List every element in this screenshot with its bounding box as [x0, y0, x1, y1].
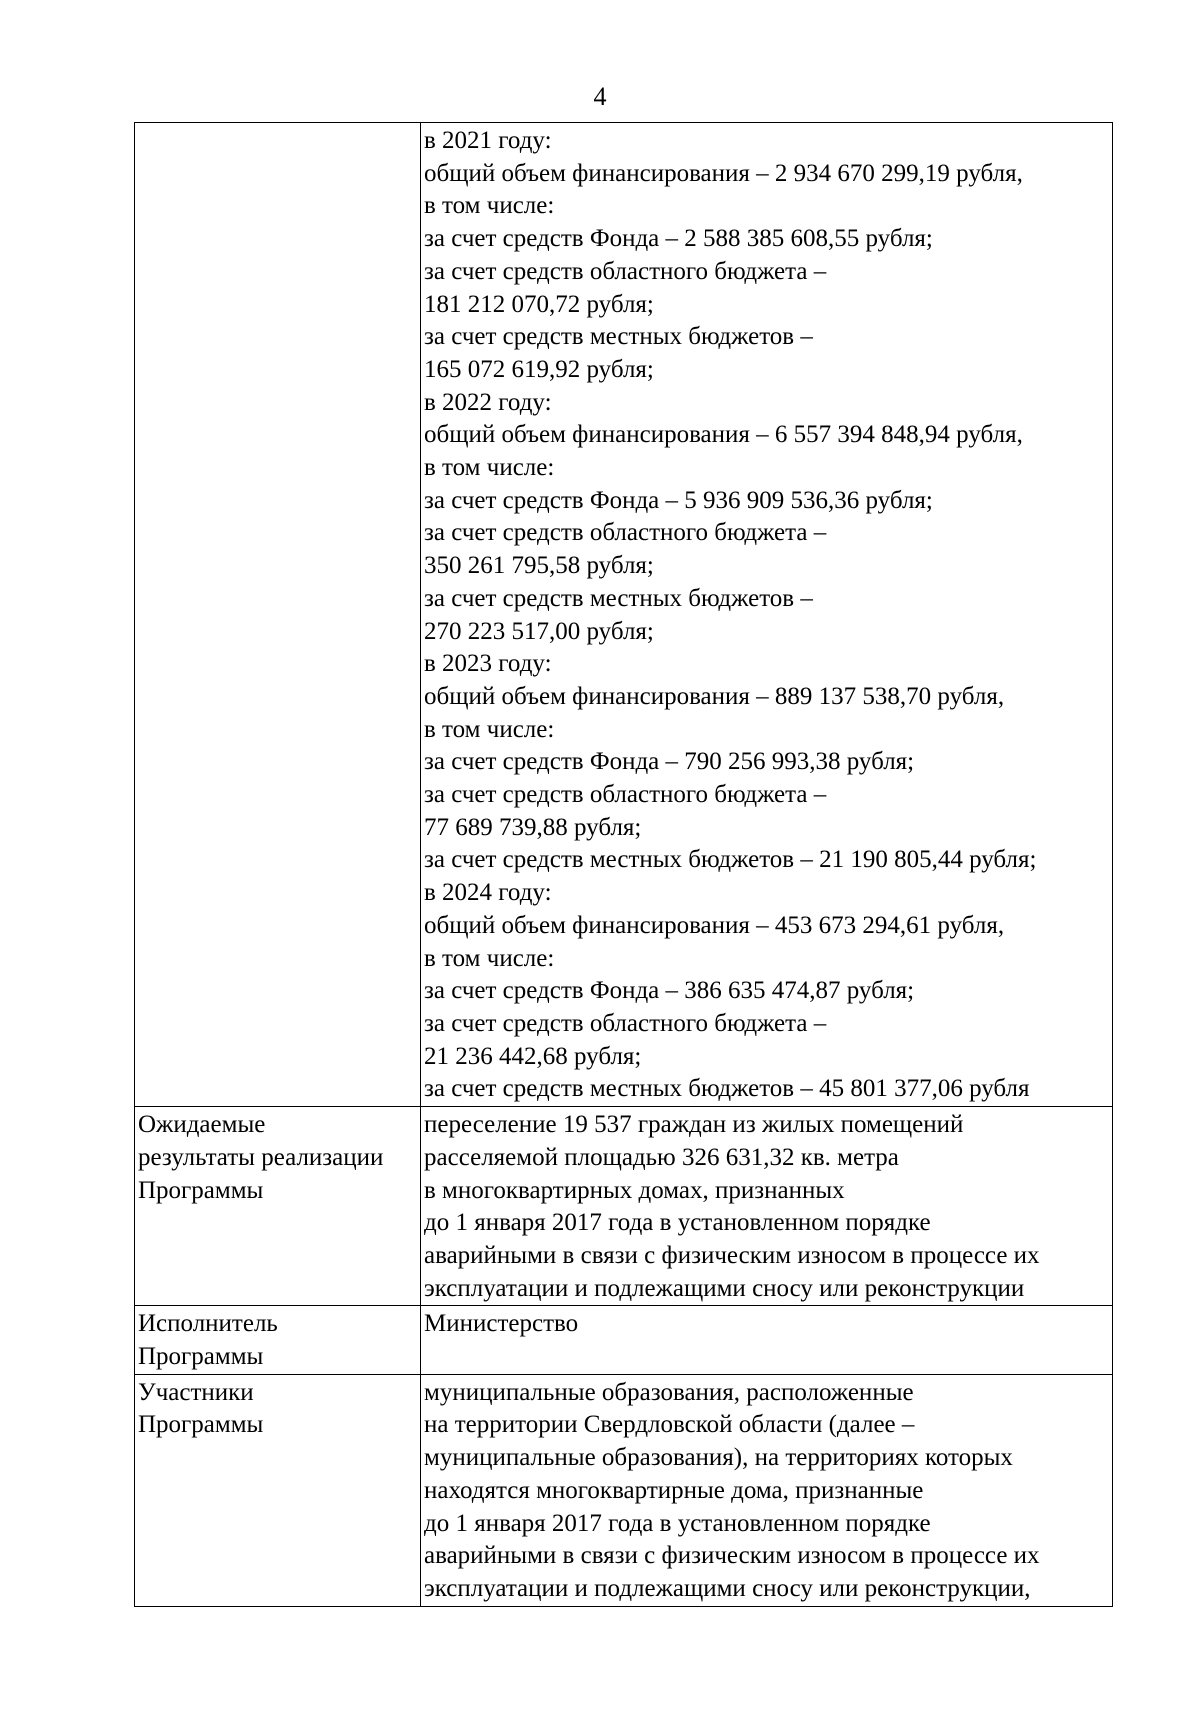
table-row [135, 1107, 1113, 1306]
row-value-cell [421, 123, 1113, 1107]
value-line: за счет средств областного бюджета – [424, 257, 827, 285]
value-line: за счет средств Фонда – 386 635 474,87 рубля; [424, 977, 915, 1005]
label-line: результаты реализации [138, 1143, 384, 1171]
table-body [135, 123, 1113, 1607]
row-value-cell [421, 1306, 1113, 1374]
row-value-cell [421, 1374, 1113, 1606]
label-line: Программы [138, 1343, 264, 1371]
value-line: находятся многоквартирные дома, признанные [424, 1476, 924, 1504]
label-line: Программы [138, 1411, 264, 1439]
value-line: общий объем финансирования – 6 557 394 848,94 рубля, [424, 421, 1023, 449]
value-line: общий объем финансирования – 889 137 538,70 рубля, [424, 682, 1005, 710]
row-label-cell [135, 1306, 421, 1374]
value-line: в том числе: [424, 944, 555, 972]
value-line: в 2022 году: [424, 388, 552, 416]
value-line: переселение 19 537 граждан из жилых помещений [424, 1111, 964, 1139]
value-line: аварийными в связи с физическим износом в процессе их [424, 1542, 1040, 1570]
label-line: Исполнитель [138, 1310, 278, 1338]
value-line: 77 689 739,88 рубля; [424, 813, 642, 841]
value-line: за счет средств местных бюджетов – [424, 323, 813, 351]
row-value-cell [421, 1107, 1113, 1306]
value-line: общий объем финансирования – 2 934 670 299,19 рубля, [424, 159, 1023, 187]
row-label-cell [135, 123, 421, 1107]
value-line: за счет средств областного бюджета – [424, 1009, 827, 1037]
value-line: за счет средств местных бюджетов – 45 801 377,06 рубля [424, 1075, 1030, 1103]
value-line: общий объем финансирования – 453 673 294,61 рубля, [424, 911, 1005, 939]
value-line: на территории Свердловской области (далее – [424, 1411, 915, 1439]
value-line: 165 072 619,92 рубля; [424, 355, 654, 383]
value-line: муниципальные образования), на территориях которых [424, 1444, 1013, 1472]
value-line: за счет средств местных бюджетов – [424, 584, 813, 612]
value-line: 350 261 795,58 рубля; [424, 552, 654, 580]
value-line: за счет средств областного бюджета – [424, 781, 827, 809]
value-line: эксплуатации и подлежащими сносу или реконструкции, [424, 1574, 1031, 1602]
table-row [135, 123, 1113, 1107]
page-number: 4 [593, 82, 607, 111]
label-line: Ожидаемые [138, 1111, 266, 1139]
value-line: 181 212 070,72 рубля; [424, 290, 654, 318]
value-line: за счет средств Фонда – 2 588 385 608,55 рубля; [424, 225, 933, 253]
value-line: за счет средств Фонда – 5 936 909 536,36 рубля; [424, 486, 933, 514]
value-line: до 1 января 2017 года в установленном порядке [424, 1209, 931, 1237]
program-passport-table [134, 122, 1113, 1607]
value-line: до 1 января 2017 года в установленном порядке [424, 1509, 931, 1537]
row-label-cell [135, 1107, 421, 1306]
value-line: в 2024 году: [424, 879, 552, 907]
table-row [135, 1374, 1113, 1606]
value-line: 270 223 517,00 рубля; [424, 617, 654, 645]
value-line: муниципальные образования, расположенные [424, 1378, 914, 1406]
value-line: за счет средств местных бюджетов – 21 190 805,44 рубля; [424, 846, 1037, 874]
value-line: эксплуатации и подлежащими сносу или реконструкции [424, 1274, 1025, 1302]
value-line: в том числе: [424, 454, 555, 482]
row-label-cell [135, 1374, 421, 1606]
value-line: расселяемой площадью 326 631,32 кв. метра [424, 1143, 899, 1171]
value-line: Министерство [424, 1310, 579, 1338]
value-line: за счет средств областного бюджета – [424, 519, 827, 547]
value-line: в 2023 году: [424, 650, 552, 678]
label-line: Участники [138, 1378, 254, 1406]
label-line: Программы [138, 1176, 264, 1204]
value-line: в том числе: [424, 192, 555, 220]
value-line: 21 236 442,68 рубля; [424, 1042, 642, 1070]
table-row [135, 1306, 1113, 1374]
value-line: аварийными в связи с физическим износом в процессе их [424, 1241, 1040, 1269]
value-line: в том числе: [424, 715, 555, 743]
value-line: в многоквартирных домах, признанных [424, 1176, 845, 1204]
value-line: за счет средств Фонда – 790 256 993,38 рубля; [424, 748, 915, 776]
value-line: в 2021 году: [424, 127, 552, 154]
